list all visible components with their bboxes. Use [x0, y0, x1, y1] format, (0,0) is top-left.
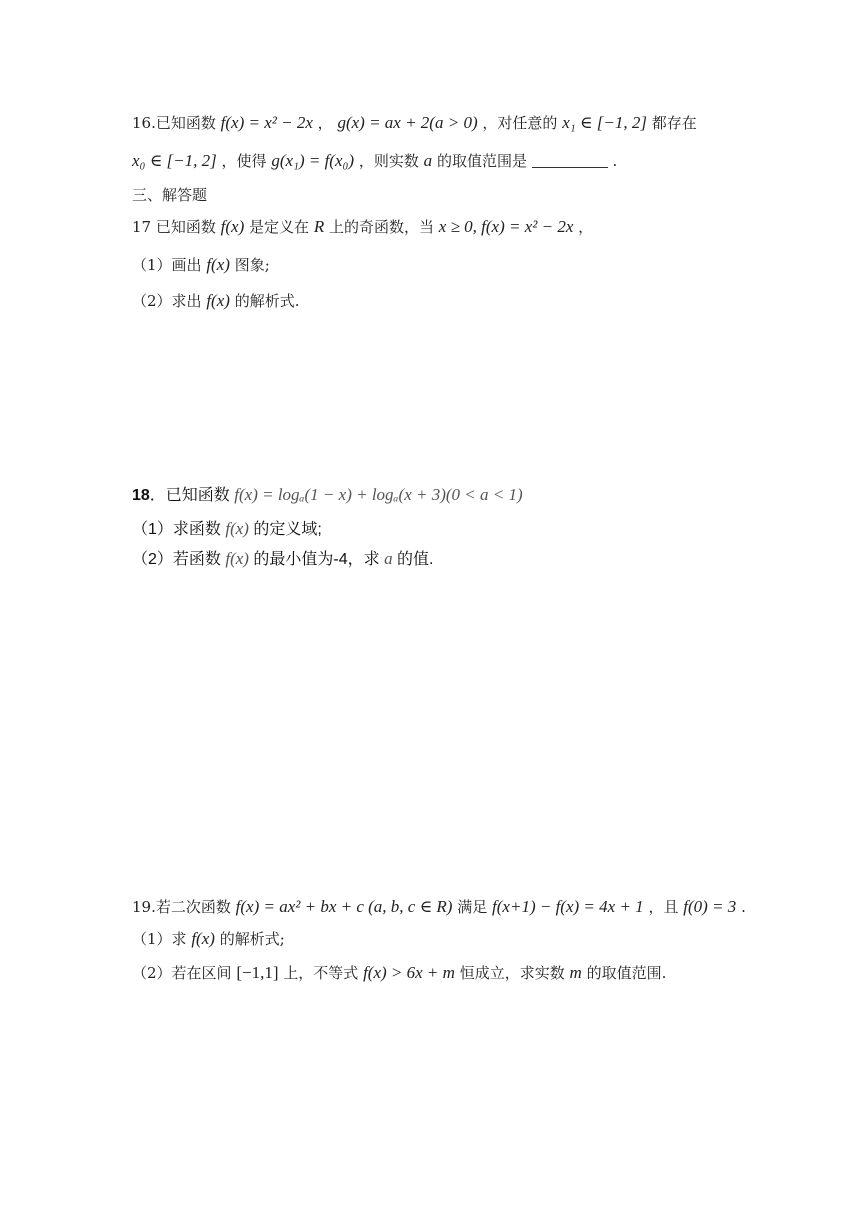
q17-part-2	[132, 290, 299, 312]
q19-p1-fx: f(x)	[191, 929, 215, 948]
q18-p2-prefix: （2）若函数	[132, 551, 221, 568]
q19-p2-prefix: （2）若在区间	[132, 964, 232, 982]
q16-var-a: a	[423, 151, 433, 170]
q19-p2-mid1: 上，不等式	[283, 964, 359, 982]
q18-p1-prefix: （1）求函数	[132, 521, 221, 538]
q17-p1-suffix: 图象;	[234, 256, 270, 274]
q19-p2-inequality: f(x) > 6x + m	[363, 963, 455, 982]
q18-number: 18	[132, 487, 150, 504]
q19-f0: f(0) = 3	[683, 897, 737, 916]
q18-p2-var: a	[384, 549, 393, 568]
q19-p2-var: m	[569, 963, 582, 982]
q18-part-2	[132, 548, 434, 571]
q16-mid: ，对任意的	[482, 114, 558, 132]
q19-end: .	[741, 898, 746, 916]
q17-mid1: 是定义在	[249, 218, 310, 236]
section-title: 三、解答题	[132, 186, 208, 204]
q16-answer-blank	[532, 151, 608, 168]
q17-R: R	[313, 217, 325, 236]
q19-stem	[132, 896, 746, 918]
q16-f-definition: f(x) = x² − 2x	[220, 113, 313, 132]
q16-end: .	[612, 152, 618, 170]
q19-p2-interval: [−1,1]	[236, 963, 279, 982]
q17-p1-fx: f(x)	[206, 255, 230, 274]
q18-p1-suffix: 的定义域;	[253, 521, 322, 538]
q18-p2-fx: f(x)	[225, 549, 249, 568]
q19-p2-suffix: 的取值范围.	[586, 964, 667, 982]
q17-p2-prefix: （2）求出	[132, 292, 202, 310]
q16-mid2: ，使得	[221, 152, 267, 170]
q16-suffix: 都存在	[651, 114, 697, 132]
q16-equation: g(x₁) = f(x₀)	[271, 151, 355, 170]
q16-prefix: 16.已知函数	[132, 114, 216, 132]
q17-condition: x ≥ 0, f(x) = x² − 2x	[438, 217, 574, 236]
q16-sep: ，	[317, 114, 333, 132]
q19-mid1: 满足	[457, 898, 488, 916]
q17-part-1	[132, 254, 270, 276]
q19-p2-mid2: 恒成立，求实数	[459, 964, 565, 982]
q17-end: ，	[578, 218, 594, 236]
q19-prefix: 19.若二次函数	[132, 898, 231, 916]
q17-p2-suffix: 的解析式.	[234, 292, 300, 310]
q18-prefix: ．已知函数	[149, 487, 230, 504]
q18-stem	[132, 484, 523, 507]
q18-p2-mid: 的最小值为-4，求	[253, 551, 380, 568]
q18-part-1	[132, 518, 322, 541]
q19-part-1	[132, 928, 285, 950]
q19-mid2: ，且	[648, 898, 679, 916]
q19-part-2	[132, 962, 666, 984]
q18-p2-suffix: 的值.	[397, 551, 434, 568]
q16-tail-prefix: ，则实数	[358, 152, 419, 170]
q17-stem	[132, 216, 593, 238]
q16-g-definition: g(x) = ax + 2(a > 0)	[337, 113, 478, 132]
q17-mid2: 上的奇函数，当	[328, 218, 434, 236]
q16-x1-condition: x₁ ∈ [−1, 2]	[562, 113, 647, 132]
q17-prefix: 17 已知函数	[132, 218, 216, 236]
q17-p1-prefix: （1）画出	[132, 256, 202, 274]
q19-p1-suffix: 的解析式;	[219, 930, 285, 948]
q18-p1-fx: f(x)	[225, 519, 249, 538]
q17-p2-fx: f(x)	[206, 291, 230, 310]
q19-p1-prefix: （1）求	[132, 930, 187, 948]
q16-line-1	[132, 112, 697, 134]
q19-f-definition: f(x) = ax² + bx + c (a, b, c ∈ R)	[235, 897, 453, 916]
q16-tail-suffix: 的取值范围是	[436, 152, 527, 170]
q18-formula: f(x) = logₐ(1 − x) + logₐ(x + 3)(0 < a < 1)	[234, 485, 523, 504]
q17-fx: f(x)	[220, 217, 245, 236]
q19-condition: f(x+1) − f(x) = 4x + 1	[492, 897, 644, 916]
q16-line-2	[132, 150, 617, 172]
q16-x0-condition: x₀ ∈ [−1, 2]	[132, 151, 217, 170]
